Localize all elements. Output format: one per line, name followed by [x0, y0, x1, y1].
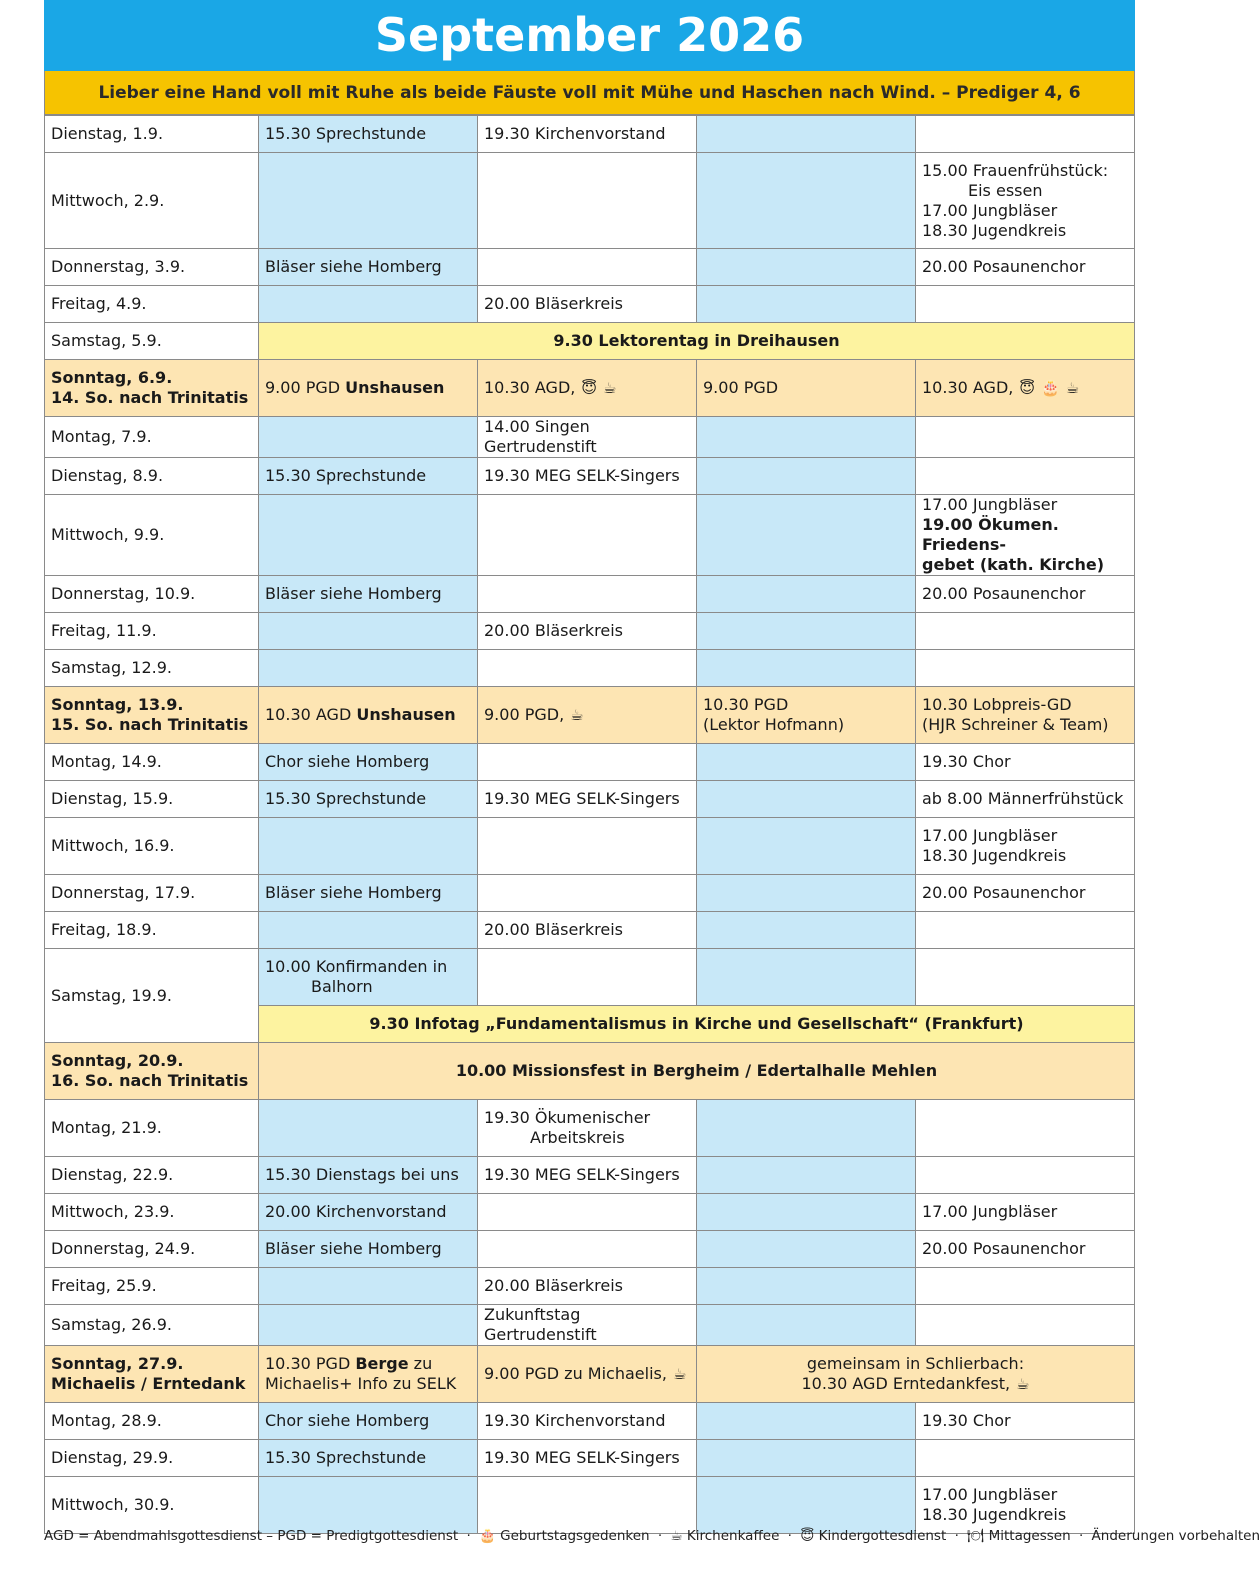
event-cell [697, 249, 916, 286]
event-cell [916, 1305, 1135, 1346]
event-cell [697, 875, 916, 912]
legend-separator: · [787, 1528, 792, 1544]
legend-coffee: Kirchenkaffee [686, 1528, 780, 1544]
day-cell: Dienstag, 15.9. [45, 781, 259, 818]
event-cell [916, 613, 1135, 650]
table-row [45, 360, 1135, 417]
event-cell [916, 687, 1135, 744]
event-line: 10.00 Konfirmanden in [265, 957, 448, 976]
event-cell: 15.30 Sprechstunde [259, 781, 478, 818]
event-cell: 15.30 Sprechstunde [259, 458, 478, 495]
table-row [45, 417, 1135, 458]
event-cell [697, 458, 916, 495]
event-cell [478, 249, 697, 286]
event-text: 10.30 PGD [265, 1354, 356, 1373]
event-cell: Bläser siehe Homberg [259, 875, 478, 912]
event-cell: Bläser siehe Homberg [259, 1231, 478, 1268]
event-cell [697, 744, 916, 781]
event-text: 10.30 AGD [265, 705, 357, 724]
table-row [45, 1157, 1135, 1194]
event-cell: 15.30 Sprechstunde [259, 116, 478, 153]
event-cell [259, 1100, 478, 1157]
event-text: zu [408, 1354, 433, 1373]
table-row [45, 1100, 1135, 1157]
event-cell: Zukunftstag Gertrudenstift [478, 1305, 697, 1346]
event-cell: 9.00 PGD [697, 360, 916, 417]
event-cell: 20.00 Bläserkreis [478, 1268, 697, 1305]
event-cell [259, 949, 478, 1006]
event-line: 17.00 Jungbläser [922, 826, 1058, 845]
table-row [45, 286, 1135, 323]
day-cell: Freitag, 4.9. [45, 286, 259, 323]
event-cell [697, 1231, 916, 1268]
legend-kids: Kindergottesdienst [818, 1528, 947, 1544]
event-cell [697, 1268, 916, 1305]
event-cell [478, 1346, 697, 1403]
event-cell [259, 1305, 478, 1346]
event-location: Berge [355, 1354, 409, 1373]
event-cell [697, 949, 916, 1006]
event-cell [478, 1231, 697, 1268]
event-line: (Lektor Hofmann) [703, 715, 845, 734]
day-cell: Donnerstag, 3.9. [45, 249, 259, 286]
event-cell [916, 495, 1135, 576]
child-icon: 😇 [800, 1528, 815, 1544]
event-cell [478, 744, 697, 781]
event-cell [697, 650, 916, 687]
event-cell [259, 1268, 478, 1305]
sunday-name: Michaelis / Erntedank [51, 1374, 246, 1393]
calendar-table [44, 115, 1135, 1534]
event-line [703, 1374, 1128, 1394]
day-cell: Montag, 21.9. [45, 1100, 259, 1157]
event-cell: 20.00 Posaunenchor [916, 1231, 1135, 1268]
event-cell [916, 116, 1135, 153]
event-line: Eis essen [968, 180, 1043, 200]
event-text: 10.30 AGD, [484, 378, 576, 397]
event-cell [916, 1157, 1135, 1194]
day-cell: Freitag, 11.9. [45, 613, 259, 650]
event-cell [478, 495, 697, 576]
day-cell: Dienstag, 22.9. [45, 1157, 259, 1194]
table-row [45, 875, 1135, 912]
day-cell: Samstag, 26.9. [45, 1305, 259, 1346]
table-row [45, 1268, 1135, 1305]
day-cell: Donnerstag, 24.9. [45, 1231, 259, 1268]
table-row [45, 613, 1135, 650]
sunday-day-cell [45, 1043, 259, 1100]
event-cell [916, 458, 1135, 495]
legend-meal: Mittagessen [988, 1528, 1071, 1544]
sunday-name: 16. So. nach Trinitatis [51, 1071, 249, 1090]
sunday-day-cell [45, 687, 259, 744]
table-row [45, 1043, 1135, 1100]
event-cell: 14.00 Singen Gertrudenstift [478, 417, 697, 458]
event-line: 18.30 Jugendkreis [922, 846, 1067, 865]
day-cell: Mittwoch, 23.9. [45, 1194, 259, 1231]
event-cell: 19.30 Chor [916, 744, 1135, 781]
day-cell: Mittwoch, 30.9. [45, 1477, 259, 1534]
table-row [45, 116, 1135, 153]
legend-note: Änderungen vorbehalten [1091, 1528, 1260, 1544]
event-line: 17.00 Jungbläser [922, 495, 1058, 514]
event-cell [916, 1440, 1135, 1477]
legend-birthday: Geburtstagsgedenken [500, 1528, 650, 1544]
table-row [45, 650, 1135, 687]
event-cell [916, 1100, 1135, 1157]
event-cell [697, 495, 916, 576]
day-cell: Mittwoch, 16.9. [45, 818, 259, 875]
event-line: 10.30 Lobpreis-GD [922, 695, 1072, 714]
child-icon: 😇 [581, 379, 597, 397]
event-cell [697, 1403, 916, 1440]
page-title: September 2026 [44, 0, 1135, 71]
event-cell: 20.00 Posaunenchor [916, 249, 1135, 286]
event-line: 19.00 Ökumen. Friedens- [922, 515, 1059, 554]
event-cell: 15.30 Dienstags bei uns [259, 1157, 478, 1194]
day-label: Sonntag, 27.9. [51, 1354, 184, 1373]
day-label: Sonntag, 13.9. [51, 695, 184, 714]
event-cell [697, 1440, 916, 1477]
event-cell [478, 360, 697, 417]
table-row [45, 576, 1135, 613]
event-line: 18.30 Jugendkreis [922, 1505, 1067, 1524]
table-row [45, 1305, 1135, 1346]
event-cell [697, 613, 916, 650]
event-cell: 20.00 Posaunenchor [916, 576, 1135, 613]
table-row [45, 912, 1135, 949]
table-row [45, 744, 1135, 781]
event-cell: 20.00 Bläserkreis [478, 613, 697, 650]
sunday-day-cell [45, 360, 259, 417]
event-cell [259, 1346, 478, 1403]
event-line: 17.00 Jungbläser [922, 1485, 1058, 1504]
event-cell: 20.00 Posaunenchor [916, 875, 1135, 912]
event-line: gemeinsam in Schlierbach: [806, 1354, 1025, 1373]
table-row [45, 687, 1135, 744]
event-cell [697, 1305, 916, 1346]
day-cell: Freitag, 18.9. [45, 912, 259, 949]
event-cell [697, 576, 916, 613]
event-cell: Chor siehe Homberg [259, 1403, 478, 1440]
event-location: Unshausen [356, 705, 456, 724]
event-cell [916, 1477, 1135, 1534]
table-row [45, 323, 1135, 360]
event-cell [478, 1477, 697, 1534]
day-cell: Mittwoch, 2.9. [45, 153, 259, 249]
day-cell: Mittwoch, 9.9. [45, 495, 259, 576]
event-text: 9.00 PGD zu Michaelis, [484, 1364, 667, 1383]
event-cell: 19.30 MEG SELK-Singers [478, 781, 697, 818]
event-line: Balhorn [311, 977, 373, 996]
table-row [45, 1440, 1135, 1477]
event-cell [916, 286, 1135, 323]
legend-separator: · [657, 1528, 663, 1544]
event-cell [259, 1477, 478, 1534]
day-cell: Dienstag, 29.9. [45, 1440, 259, 1477]
cake-icon: 🎂 [479, 1528, 496, 1544]
table-row [45, 1194, 1135, 1231]
event-cell: 20.00 Kirchenvorstand [259, 1194, 478, 1231]
event-text: 9.00 PGD, [484, 705, 565, 724]
table-row [45, 153, 1135, 249]
event-cell [478, 650, 697, 687]
coffee-icon: ☕ [570, 706, 584, 724]
event-cell: 19.30 Chor [916, 1403, 1135, 1440]
event-cell: Bläser siehe Homberg [259, 576, 478, 613]
event-cell [697, 1477, 916, 1534]
coffee-icon: ☕ [1016, 1375, 1030, 1393]
event-line: 18.30 Jugendkreis [922, 220, 1067, 240]
event-cell [697, 116, 916, 153]
event-cell: 20.00 Bläserkreis [478, 912, 697, 949]
event-cell [916, 417, 1135, 458]
event-cell: 20.00 Bläserkreis [478, 286, 697, 323]
table-row [45, 1346, 1135, 1403]
event-cell: 17.00 Jungbläser [916, 1194, 1135, 1231]
event-cell: 19.30 MEG SELK-Singers [478, 1440, 697, 1477]
event-cell [259, 495, 478, 576]
event-cell [478, 1100, 697, 1157]
table-row [45, 781, 1135, 818]
event-line: (HJR Schreiner & Team) [922, 715, 1109, 734]
event-cell [916, 818, 1135, 875]
event-cell [259, 687, 478, 744]
event-text: 9.00 PGD [265, 378, 346, 397]
event-cell [697, 687, 916, 744]
event-cell: Bläser siehe Homberg [259, 249, 478, 286]
day-cell: Dienstag, 1.9. [45, 116, 259, 153]
table-row [45, 1231, 1135, 1268]
day-cell: Samstag, 12.9. [45, 650, 259, 687]
calendar-page [44, 0, 1135, 1534]
event-cell: 19.30 Kirchenvorstand [478, 1403, 697, 1440]
event-cell [259, 650, 478, 687]
table-row [45, 949, 1135, 1006]
event-location: Unshausen [345, 378, 445, 397]
span-event-cell: 9.30 Lektorentag in Dreihausen [259, 323, 1135, 360]
event-cell [259, 613, 478, 650]
event-line: Arbeitskreis [530, 1128, 625, 1147]
coffee-icon: ☕ [672, 1365, 687, 1383]
day-label: Sonntag, 6.9. [51, 368, 173, 387]
table-row [45, 458, 1135, 495]
event-line: 15.00 Frauenfrühstück: [922, 160, 1109, 180]
event-line: 10.30 PGD [703, 695, 789, 714]
event-cell: 15.30 Sprechstunde [259, 1440, 478, 1477]
event-cell [259, 360, 478, 417]
day-cell: Donnerstag, 10.9. [45, 576, 259, 613]
day-cell: Freitag, 25.9. [45, 1268, 259, 1305]
event-cell [478, 687, 697, 744]
event-cell [697, 912, 916, 949]
event-cell [916, 360, 1135, 417]
table-row [45, 249, 1135, 286]
span-event-cell [697, 1346, 1135, 1403]
child-icon: 😇 [1019, 379, 1035, 397]
coffee-icon: ☕ [670, 1528, 683, 1544]
event-cell [697, 417, 916, 458]
coffee-icon: ☕ [1065, 379, 1080, 397]
event-cell [478, 818, 697, 875]
cake-icon: 🎂 [1041, 379, 1060, 397]
event-cell [697, 1194, 916, 1231]
event-text: 10.30 AGD, [922, 378, 1014, 397]
table-row [45, 818, 1135, 875]
legend-abbreviations: AGD = Abendmahlsgottesdienst – PGD = Predigtgottesdienst [44, 1528, 459, 1544]
event-cell [916, 1268, 1135, 1305]
event-cell [478, 153, 697, 249]
event-cell [259, 286, 478, 323]
event-line: 17.00 Jungbläser [922, 200, 1058, 220]
event-cell [697, 818, 916, 875]
span-event-cell: 10.00 Missionsfest in Bergheim / Edertalhalle Mehlen [259, 1043, 1135, 1100]
event-cell [478, 576, 697, 613]
legend [44, 1528, 1260, 1544]
sunday-name: 15. So. nach Trinitatis [51, 715, 249, 734]
meal-icon: 🍽 [967, 1528, 985, 1544]
day-cell: Montag, 7.9. [45, 417, 259, 458]
day-cell: Montag, 28.9. [45, 1403, 259, 1440]
day-cell: Samstag, 19.9. [45, 949, 259, 1043]
event-cell [916, 153, 1135, 249]
day-label: Sonntag, 20.9. [51, 1051, 184, 1070]
table-row [45, 495, 1135, 576]
legend-separator: · [954, 1528, 959, 1544]
event-line: gebet (kath. Kirche) [922, 555, 1105, 574]
event-cell [697, 1100, 916, 1157]
event-cell [259, 818, 478, 875]
event-line: Michaelis+ Info zu SELK [265, 1374, 457, 1393]
event-cell: Chor siehe Homberg [259, 744, 478, 781]
sunday-day-cell [45, 1346, 259, 1403]
event-line [265, 1354, 471, 1374]
event-cell: ab 8.00 Männerfrühstück [916, 781, 1135, 818]
monthly-verse: Lieber eine Hand voll mit Ruhe als beide Fäuste voll mit Mühe und Haschen nach Wind. – Prediger 4, 6 [44, 71, 1135, 115]
event-cell [259, 153, 478, 249]
event-cell [697, 1157, 916, 1194]
event-cell [916, 949, 1135, 1006]
event-cell [697, 153, 916, 249]
legend-separator: · [466, 1528, 471, 1544]
event-line: 19.30 Ökumenischer [484, 1108, 651, 1127]
day-cell: Samstag, 5.9. [45, 323, 259, 360]
legend-separator: · [1078, 1528, 1084, 1544]
coffee-icon: ☕ [603, 379, 617, 397]
event-cell: 19.30 Kirchenvorstand [478, 116, 697, 153]
event-cell [478, 875, 697, 912]
event-cell [478, 949, 697, 1006]
event-cell [478, 1194, 697, 1231]
table-row [45, 1403, 1135, 1440]
event-text: 10.30 AGD Erntedankfest, [801, 1374, 1011, 1393]
sunday-name: 14. So. nach Trinitatis [51, 388, 249, 407]
event-cell [259, 912, 478, 949]
span-event-cell: 9.30 Infotag „Fundamentalismus in Kirche und Gesellschaft“ (Frankfurt) [259, 1006, 1135, 1043]
day-cell: Montag, 14.9. [45, 744, 259, 781]
event-cell [697, 286, 916, 323]
event-cell [916, 912, 1135, 949]
event-cell [259, 417, 478, 458]
event-cell: 19.30 MEG SELK-Singers [478, 458, 697, 495]
event-cell [697, 781, 916, 818]
day-cell: Donnerstag, 17.9. [45, 875, 259, 912]
table-row [45, 1477, 1135, 1534]
event-cell [916, 650, 1135, 687]
day-cell: Dienstag, 8.9. [45, 458, 259, 495]
event-cell: 19.30 MEG SELK-Singers [478, 1157, 697, 1194]
